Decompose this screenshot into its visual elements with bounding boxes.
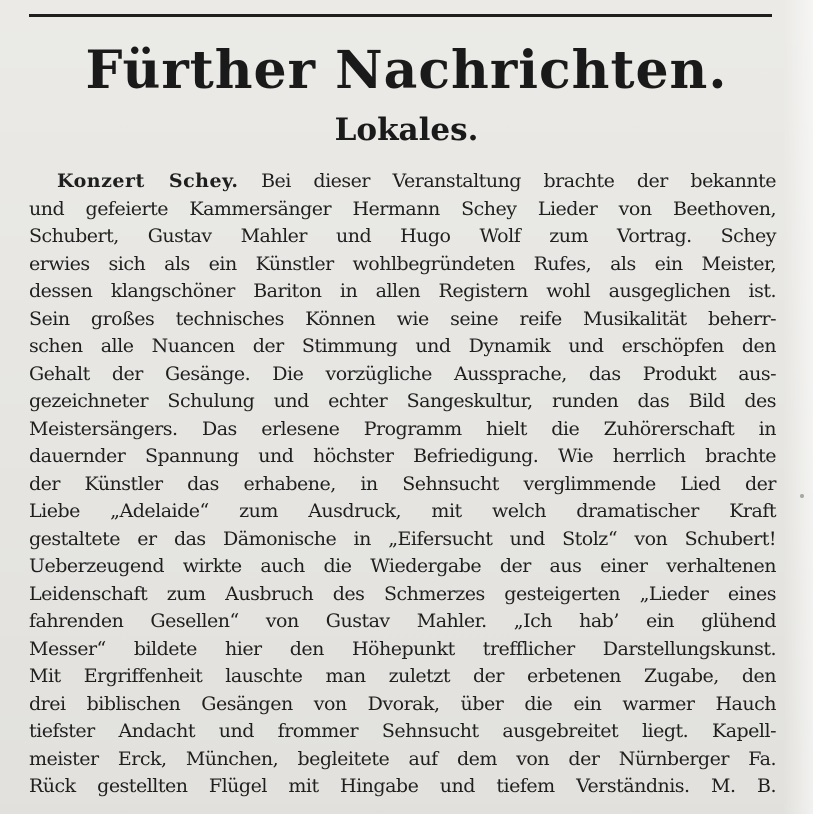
- article-line-2: und gefeierte Kammersänger Hermann Schey Lieder von Beethoven,: [29, 197, 776, 220]
- article-line-20: drei biblischen Gesängen von Dvorak, über die ein warmer Hauch: [29, 692, 776, 715]
- article-line-1: [29, 168, 776, 196]
- article-line-6: Sein großes technisches Können wie seine reife Musikalität beherr-: [29, 307, 776, 330]
- article-line-1-text: Bei dieser Veranstaltung brachte der bekannte: [238, 170, 777, 192]
- article-line-10: Meistersängers. Das erlesene Programm hielt die Zuhörerschaft in: [29, 417, 776, 440]
- article-line-21: tiefster Andacht und frommer Sehnsucht ausgebreitet liegt. Kapell-: [29, 720, 776, 742]
- article-line-3: Schubert, Gustav Mahler und Hugo Wolf zum Vortrag. Schey: [29, 225, 776, 247]
- newspaper-title: Fürther Nachrichten.: [85, 40, 728, 101]
- article-line-12: der Künstler das erhabene, in Sehnsucht verglimmende Lied der: [29, 472, 776, 495]
- article-line-4: erwies sich als ein Künstler wohlbegründeten Rufes, als ein Meister,: [29, 252, 776, 275]
- article-line-19: Mit Ergriffenheit lauschte man zuletzt der erbetenen Zugabe, den: [29, 665, 776, 687]
- print-speck: [800, 494, 804, 498]
- article-body: [29, 168, 776, 801]
- article-line-11: dauernder Spannung und höchster Befriedigung. Wie herrlich brachte: [29, 445, 776, 467]
- article-line-13: Liebe „Adelaide“ zum Ausdruck, mit welch dramatischer Kraft: [29, 500, 776, 522]
- section-title: Lokales.: [334, 112, 479, 148]
- article-line-7: schen alle Nuancen der Stimmung und Dynamik und erschöpfen den: [29, 335, 776, 357]
- article-line-16: Leidenschaft zum Ausbruch des Schmerzes gesteigerten „Lieder eines: [29, 582, 776, 605]
- article-line-22: meister Erck, München, begleitete auf dem von der Nürnberger Fa.: [29, 747, 776, 770]
- article-line-17: fahrenden Gesellen“ von Gustav Mahler. „Ich hab’ ein glühend: [29, 610, 776, 632]
- article-line-23: Rück gestellten Flügel mit Hingabe und tiefem Verständnis. M. B.: [29, 775, 776, 797]
- article-line-9: gezeichneter Schulung und echter Sangeskultur, runden das Bild des: [29, 390, 776, 412]
- top-rule: [29, 14, 772, 17]
- article-line-15: Ueberzeugend wirkte auch die Wiedergabe der aus einer verhaltenen: [29, 555, 776, 577]
- article-line-18: Messer“ bildete hier den Höhepunkt trefflicher Darstellungskunst.: [29, 637, 776, 660]
- article-line-14: gestaltete er das Dämonische in „Eifersucht und Stolz“ von Schubert!: [29, 527, 776, 550]
- article-headline: Konzert Schey.: [57, 170, 239, 192]
- article-line-8: Gehalt der Gesänge. Die vorzügliche Aussprache, das Produkt aus-: [29, 362, 776, 385]
- article-line-5: dessen klangschöner Bariton in allen Registern wohl ausgeglichen ist.: [29, 280, 776, 302]
